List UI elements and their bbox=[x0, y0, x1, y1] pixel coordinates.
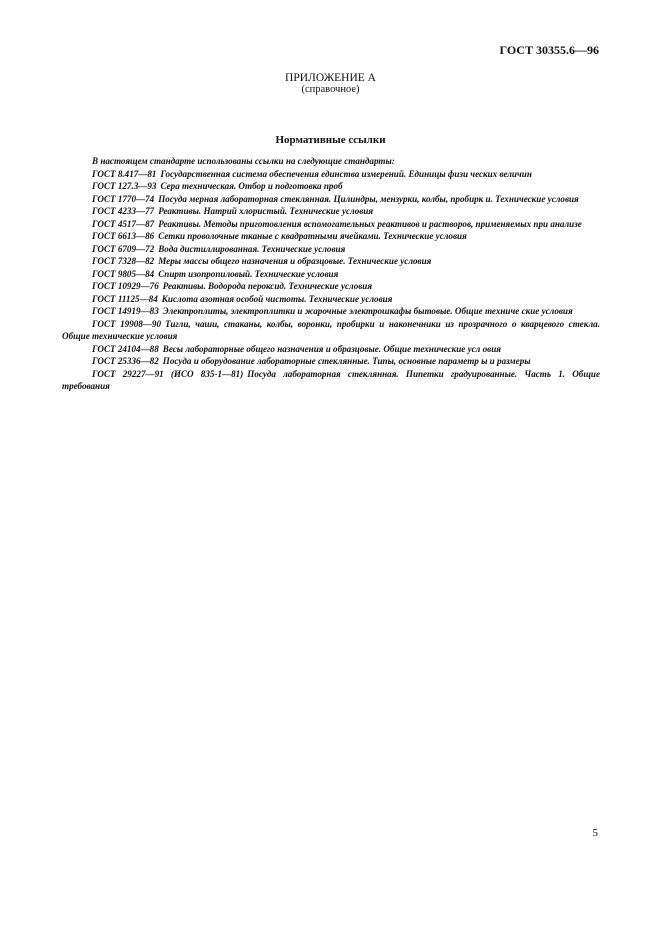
reference-item bbox=[62, 355, 600, 368]
page-number: 5 bbox=[592, 827, 598, 839]
reference-text: Посуда и оборудование лабораторные стеклянные. Типы, основные параметр ы и размеры bbox=[162, 356, 531, 366]
reference-code: ГОСТ 4517—87 bbox=[92, 218, 155, 229]
reference-code: ГОСТ 29227—91 (ИСО 835-1—81) bbox=[92, 368, 244, 379]
section-title: Нормативные ссылки bbox=[275, 134, 386, 146]
reference-code: ГОСТ 25336—82 bbox=[92, 356, 159, 366]
reference-code: ГОСТ 19908—90 bbox=[92, 318, 162, 329]
reference-code: ГОСТ 11125—84 bbox=[92, 293, 158, 304]
reference-item bbox=[62, 305, 600, 318]
reference-text: Электроплиты, электроплитки и жарочные электрошкафы бытовые. Общие техниче ские условия bbox=[162, 306, 573, 316]
appendix-subtitle: (справочное) bbox=[301, 84, 360, 95]
reference-item bbox=[62, 268, 600, 281]
reference-text: Весы лабораторные общего назначения и образцовые. Общие технические усл овия bbox=[162, 343, 501, 354]
reference-text: Вода дистиллированная. Технические условия bbox=[158, 243, 346, 254]
reference-item bbox=[62, 218, 600, 231]
reference-code: ГОСТ 8.417—81 bbox=[92, 168, 157, 179]
reference-text: Спирт изопропиловый. Технические условия bbox=[158, 268, 339, 279]
reference-text: Меры массы общего назначения и образцовые. Технические условия bbox=[158, 256, 432, 266]
references-list bbox=[62, 155, 600, 393]
reference-item bbox=[62, 318, 600, 343]
reference-text: Государственная система обеспечения единства измерений. Единицы физи ческих величин bbox=[160, 168, 532, 179]
reference-item bbox=[62, 280, 600, 293]
intro-paragraph: В настоящем стандарте использованы ссылки на следующие стандарты: bbox=[92, 156, 395, 166]
reference-text: Реактивы. Водорода пероксид. Технические условия bbox=[162, 281, 373, 291]
reference-item bbox=[62, 343, 600, 356]
reference-code: ГОСТ 6709—72 bbox=[92, 243, 155, 254]
reference-item bbox=[62, 168, 600, 181]
appendix-title: ПРИЛОЖЕНИЕ А bbox=[285, 72, 376, 84]
reference-item bbox=[62, 293, 600, 306]
reference-text: Тигли, чаши, стаканы, колбы, воронки, пробирки и наконечники из прозрачного о кварцевого стекла. Общие технические условия bbox=[62, 318, 600, 341]
reference-text: Сера техническая. Отбор и подготовка проб bbox=[160, 181, 343, 191]
reference-text: Кислота азотная особой чистоты. Технические условия bbox=[161, 293, 393, 304]
reference-code: ГОСТ 1770—74 bbox=[92, 193, 155, 204]
reference-item bbox=[62, 255, 600, 268]
reference-item bbox=[62, 243, 600, 256]
reference-text: Реактивы. Методы приготовления вспомогательных реактивов и растворов, применяемых при анализе bbox=[158, 218, 582, 229]
reference-item bbox=[62, 368, 600, 393]
reference-code: ГОСТ 9805—84 bbox=[92, 268, 155, 279]
reference-item bbox=[62, 205, 600, 218]
reference-item bbox=[62, 230, 600, 243]
reference-code: ГОСТ 14919—83 bbox=[92, 306, 159, 316]
reference-code: ГОСТ 24104—88 bbox=[92, 343, 159, 354]
reference-code: ГОСТ 10929—76 bbox=[92, 281, 159, 291]
reference-text: Сетки проволочные тканые с квадратными ячейками. Технические условия bbox=[158, 231, 467, 241]
reference-code: ГОСТ 4233—77 bbox=[92, 206, 155, 216]
reference-text: Реактивы. Натрий хлористый. Технические условия bbox=[158, 206, 374, 216]
reference-code: ГОСТ 6613—86 bbox=[92, 231, 155, 241]
reference-item bbox=[62, 193, 600, 206]
reference-code: ГОСТ 127.3—93 bbox=[92, 181, 157, 191]
reference-text: Посуда лабораторная стеклянная. Пипетки градуированные. Часть 1. Общие требования bbox=[62, 368, 601, 391]
reference-code: ГОСТ 7328—82 bbox=[92, 256, 155, 266]
appendix-heading bbox=[0, 72, 661, 96]
reference-text: Посуда мерная лабораторная стеклянная. Цилиндры, мензурки, колбы, пробирк и. Технические условия bbox=[158, 193, 579, 204]
document-code: ГОСТ 30355.6—96 bbox=[499, 43, 599, 57]
reference-item bbox=[62, 180, 600, 193]
